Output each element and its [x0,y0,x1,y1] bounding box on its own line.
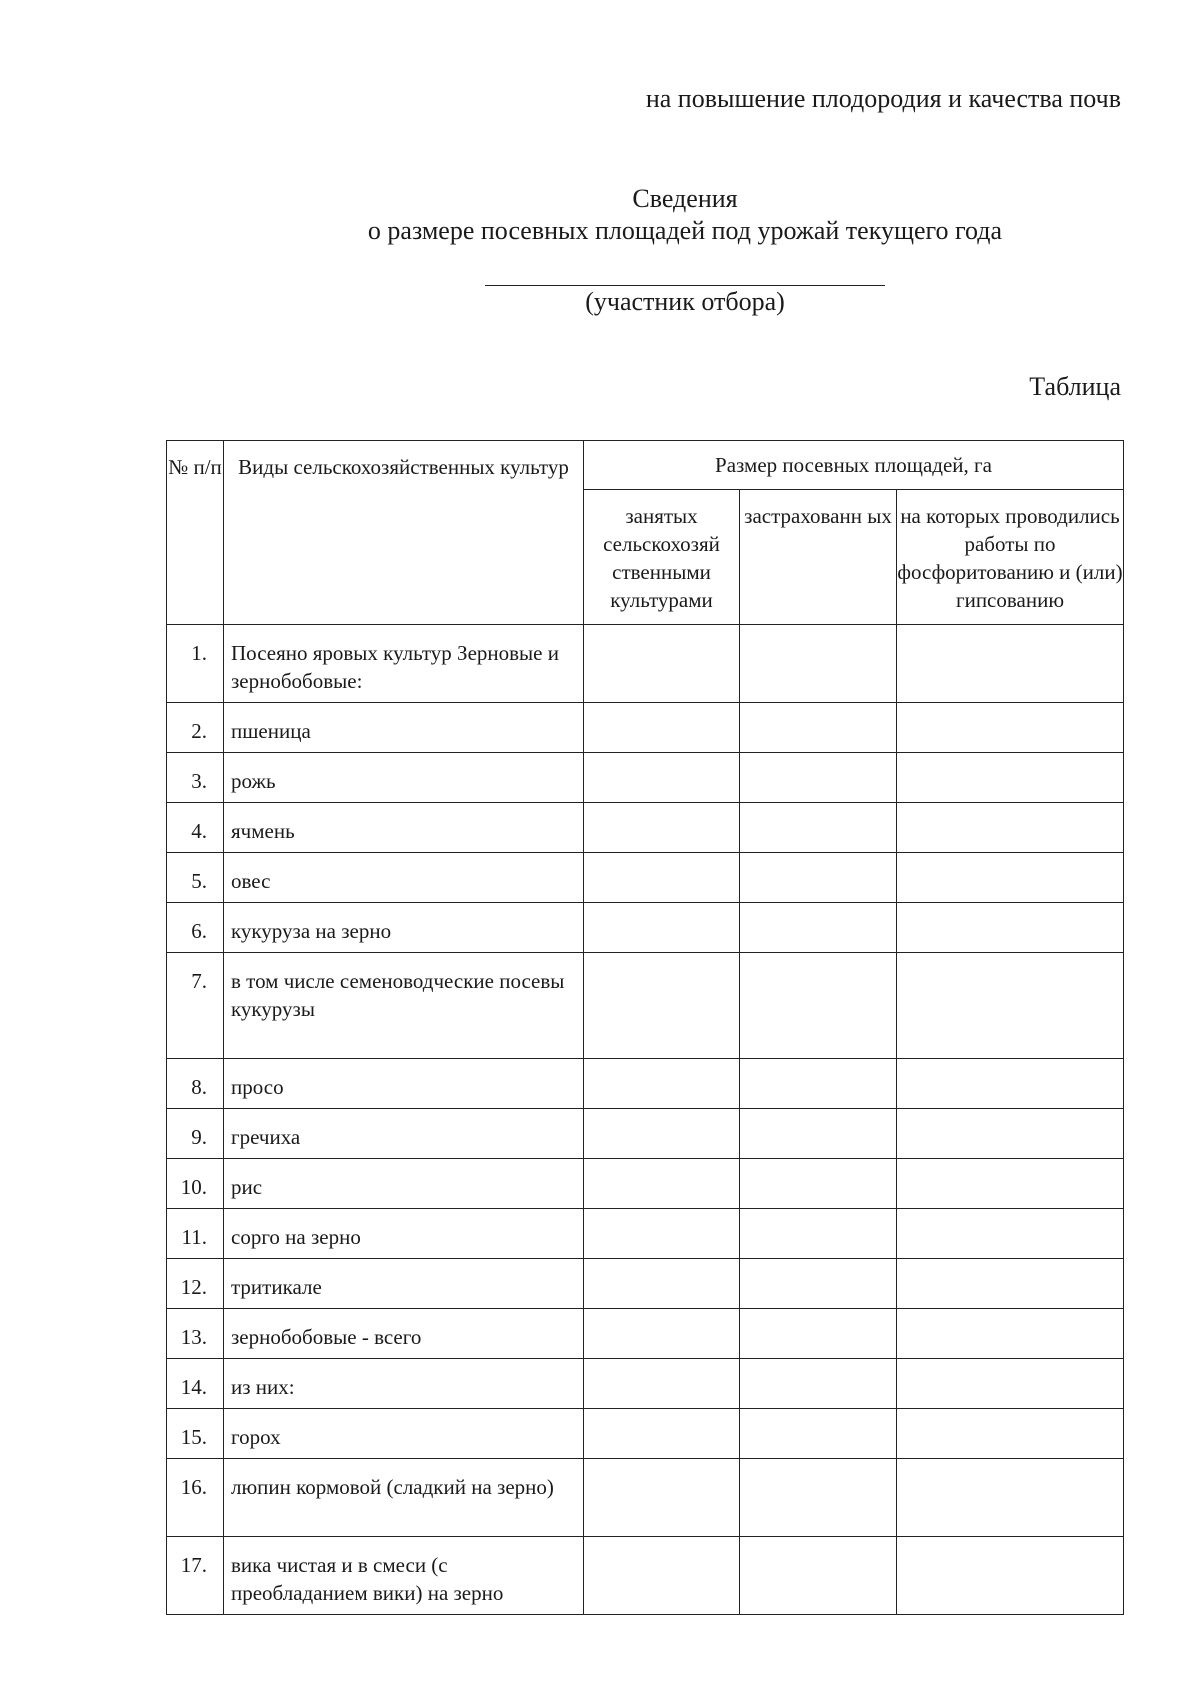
row-number: 2. [167,703,224,753]
insured-area-cell[interactable] [740,1259,897,1309]
crop-name-cell: зернобобовые - всего [224,1309,584,1359]
column-header-size-group: Размер посевных площадей, га [584,441,1124,490]
occupied-area-cell[interactable] [584,1159,740,1209]
table-row [167,1109,1124,1159]
row-number: 9. [167,1109,224,1159]
occupied-area-cell[interactable] [584,1259,740,1309]
crop-name-cell: рожь [224,753,584,803]
insured-area-cell[interactable] [740,853,897,903]
treated-area-cell[interactable] [897,1059,1124,1109]
insured-area-cell[interactable] [740,1109,897,1159]
table-label: Таблица [1029,372,1121,401]
insured-area-cell[interactable] [740,1409,897,1459]
row-number: 12. [167,1259,224,1309]
treated-area-cell[interactable] [897,1109,1124,1159]
crop-name-cell: сорго на зерно [224,1209,584,1259]
treated-area-cell[interactable] [897,753,1124,803]
occupied-area-cell[interactable] [584,903,740,953]
insured-area-cell[interactable] [740,1159,897,1209]
crop-name-cell: гречиха [224,1109,584,1159]
treated-area-cell[interactable] [897,1209,1124,1259]
column-header-insured: застрахованн ых [740,490,897,625]
row-number: 13. [167,1309,224,1359]
document-top-line: на повышение плодородия и качества почв [645,84,1121,113]
table-header-row [167,441,1124,490]
crop-name-cell: тритикале [224,1259,584,1309]
row-number: 10. [167,1159,224,1209]
occupied-area-cell[interactable] [584,953,740,1059]
insured-area-cell[interactable] [740,1309,897,1359]
crop-name-cell: в том числе семеноводческие посевы кукурузы [224,953,584,1059]
treated-area-cell[interactable] [897,853,1124,903]
insured-area-cell[interactable] [740,1537,897,1615]
column-header-treated: на которых проводились работы по фосфоритованию и (или) гипсованию [897,490,1124,625]
occupied-area-cell[interactable] [584,703,740,753]
occupied-area-cell[interactable] [584,625,740,703]
table-body [167,625,1124,1615]
crop-name-cell: вика чистая и в смеси (с преобладанием вики) на зерно [224,1537,584,1615]
table-row [167,1537,1124,1615]
crop-name-cell: ячмень [224,803,584,853]
table-row [167,903,1124,953]
row-number: 1. [167,625,224,703]
table-row [167,803,1124,853]
occupied-area-cell[interactable] [584,1059,740,1109]
treated-area-cell[interactable] [897,703,1124,753]
row-number: 11. [167,1209,224,1259]
occupied-area-cell[interactable] [584,803,740,853]
occupied-area-cell[interactable] [584,1409,740,1459]
row-number: 17. [167,1537,224,1615]
insured-area-cell[interactable] [740,903,897,953]
treated-area-cell[interactable] [897,903,1124,953]
table-row [167,1209,1124,1259]
occupied-area-cell[interactable] [584,753,740,803]
insured-area-cell[interactable] [740,1209,897,1259]
table-row [167,625,1124,703]
row-number: 4. [167,803,224,853]
insured-area-cell[interactable] [740,1359,897,1409]
table-row [167,1159,1124,1209]
document-title-block [0,183,1200,247]
insured-area-cell[interactable] [740,703,897,753]
column-header-crop: Виды сельскохозяйственных культур [224,441,584,625]
treated-area-cell[interactable] [897,1159,1124,1209]
participant-signature-line [485,285,885,286]
occupied-area-cell[interactable] [584,1209,740,1259]
participant-caption: (участник отбора) [585,287,785,316]
crop-name-cell: Посеяно яровых культур Зерновые и зернобобовые: [224,625,584,703]
row-number: 15. [167,1409,224,1459]
crop-name-cell: пшеница [224,703,584,753]
table-row [167,1309,1124,1359]
row-number: 14. [167,1359,224,1409]
insured-area-cell[interactable] [740,803,897,853]
occupied-area-cell[interactable] [584,1537,740,1615]
occupied-area-cell[interactable] [584,1309,740,1359]
row-number: 5. [167,853,224,903]
insured-area-cell[interactable] [740,1459,897,1537]
occupied-area-cell[interactable] [584,1359,740,1409]
treated-area-cell[interactable] [897,1309,1124,1359]
insured-area-cell[interactable] [740,1059,897,1109]
table-row [167,703,1124,753]
treated-area-cell[interactable] [897,625,1124,703]
treated-area-cell[interactable] [897,1359,1124,1409]
crop-name-cell: горох [224,1409,584,1459]
document-subtitle: о размере посевных площадей под урожай текущего года [367,216,1003,245]
occupied-area-cell[interactable] [584,853,740,903]
table-row [167,1409,1124,1459]
insured-area-cell[interactable] [740,625,897,703]
treated-area-cell[interactable] [897,1459,1124,1537]
crop-name-cell: просо [224,1059,584,1109]
treated-area-cell[interactable] [897,1537,1124,1615]
crop-name-cell: люпин кормовой (сладкий на зерно) [224,1459,584,1537]
insured-area-cell[interactable] [740,953,897,1059]
crop-name-cell: рис [224,1159,584,1209]
insured-area-cell[interactable] [740,753,897,803]
table-row [167,1359,1124,1409]
crop-name-cell: из них: [224,1359,584,1409]
row-number: 8. [167,1059,224,1109]
occupied-area-cell[interactable] [584,1109,740,1159]
treated-area-cell[interactable] [897,953,1124,1059]
document-title: Сведения [632,184,738,213]
column-header-occupied: занятых сельскохозяй ственными культурами [584,490,740,625]
row-number: 7. [167,953,224,1059]
crop-name-cell: овес [224,853,584,903]
table-row [167,753,1124,803]
table-row [167,853,1124,903]
sown-areas-table [166,440,1124,1615]
table-row [167,953,1124,1059]
row-number: 3. [167,753,224,803]
table-row [167,1259,1124,1309]
occupied-area-cell[interactable] [584,1459,740,1537]
row-number: 6. [167,903,224,953]
treated-area-cell[interactable] [897,1409,1124,1459]
table-row [167,1059,1124,1109]
table-row [167,1459,1124,1537]
column-header-number: № п/п [167,441,224,625]
treated-area-cell[interactable] [897,1259,1124,1309]
row-number: 16. [167,1459,224,1537]
crop-name-cell: кукуруза на зерно [224,903,584,953]
treated-area-cell[interactable] [897,803,1124,853]
